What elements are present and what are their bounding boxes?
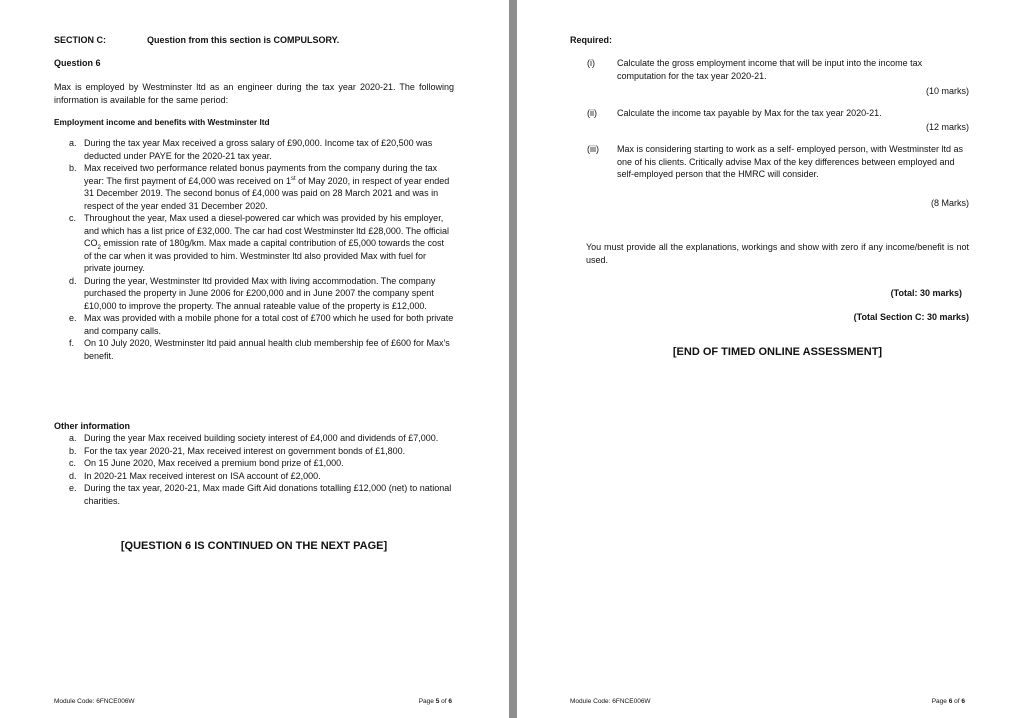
employment-list (54, 137, 454, 362)
required-heading: Required: (570, 35, 613, 45)
end-note: [END OF TIMED ONLINE ASSESSMENT] (672, 346, 883, 358)
total-section-marks: (Total Section C: 30 marks) (853, 312, 969, 322)
required-3-label: (iii) (587, 144, 599, 154)
other-info-item: b. For the tax year 2020-21, Max received interest on government bonds of £1,800. (69, 445, 406, 456)
footer-page-number: Page 6 of 6 (931, 698, 965, 705)
document-page-5 (0, 0, 509, 718)
other-info-item: d. In 2020-21 Max received interest on ISA account of £2,000. (69, 470, 321, 481)
question-title: Question 6 (54, 58, 101, 68)
other-info-list (54, 432, 456, 507)
other-info-item: e. During the tax year, 2020-21, Max made Gift Aid donations totalling £12,000 (net) to national charities. (69, 483, 452, 506)
other-info-item: c. On 15 June 2020, Max received a premium bond prize of £1,000. (69, 458, 344, 468)
employment-heading: Employment income and benefits with Westminster ltd (54, 117, 270, 127)
employment-item: a. During the tax year Max received a gross salary of £90,000. Income tax of £20,500 was deducted under PAYE for the 2020-21 tax year. (69, 138, 433, 161)
question-intro: Max is employed by Westminster ltd as an engineer during the tax year 2020-21. The following information is available for the same period: (54, 82, 454, 105)
section-description: Question from this section is COMPULSORY. (147, 35, 340, 45)
employment-item: c. Throughout the year, Max used a diesel-powered car which was provided by his employer, and which has a list price of £32,000. The car had cost Westminster ltd £28,000. The official $CO_2$ emission rate of 180g/km. Max made a capital contribution of £5,000 towards the cost of the car when it was provided to him. Westminster ltd also provided Max with fuel for private journey. (69, 213, 450, 273)
employment-item: d. During the year, Westminster ltd provided Max with living accommodation. The company purchased the property in June 2006 for £200,000 and in June 2007 the company spent £10,000 to improve the property. The annual rateable value of the property is £12,000. (69, 275, 436, 311)
total-marks: (Total: 30 marks) (890, 288, 962, 298)
required-1-text: Calculate the gross employment income that will be input into the income tax computation for the tax year 2020-21. (617, 58, 923, 81)
employment-item: e. Max was provided with a mobile phone for a total cost of £700 which he used for both private and company calls. (69, 313, 454, 336)
document-page-6 (517, 0, 1024, 718)
other-info-item: a. During the year Max received building society interest of £4,000 and dividends of £7,000. (69, 433, 439, 443)
required-3-text: Max is considering starting to work as a self- employed person, with Westminster ltd as one of his clients. Critically advise Max of the key differences between employed and self-employed person that the HMRC will consider. (617, 144, 963, 179)
required-2-text: Calculate the income tax payable by Max for the tax year 2020-21. (617, 108, 882, 118)
required-2-label: (ii) (587, 108, 597, 118)
required-2-marks: (12 marks) (925, 122, 969, 132)
footer-page-number: Page 5 of 6 (418, 698, 452, 705)
employment-item: b. Max received two performance related bonus payments from the company during the tax year: The first payment of £4,000 was received on 1st of May 2020, in respect of year ended 31 December 2019. The second bonus of £4,000 was paid on 28 March 2021 and was in respect of the year ended 31 December 2020. (69, 163, 450, 211)
continued-note: [QUESTION 6 IS CONTINUED ON THE NEXT PAGE] (120, 540, 388, 552)
section-label: SECTION C: (54, 35, 107, 45)
employment-item: f. On 10 July 2020, Westminster ltd paid annual health club membership fee of £600 for Max's benefit. (69, 338, 450, 361)
required-1-marks: (10 marks) (925, 86, 969, 96)
other-info-heading: Other information (54, 421, 130, 431)
footer-module-code: Module Code: 6FNCE006W (570, 698, 651, 705)
page-divider (509, 0, 517, 718)
instruction-text: You must provide all the explanations, workings and show with zero if any income/benefit is not used. (586, 242, 969, 265)
required-1-label: (i) (587, 58, 595, 68)
required-3-marks: (8 Marks) (931, 198, 969, 208)
footer-module-code: Module Code: 6FNCE006W (54, 698, 135, 705)
